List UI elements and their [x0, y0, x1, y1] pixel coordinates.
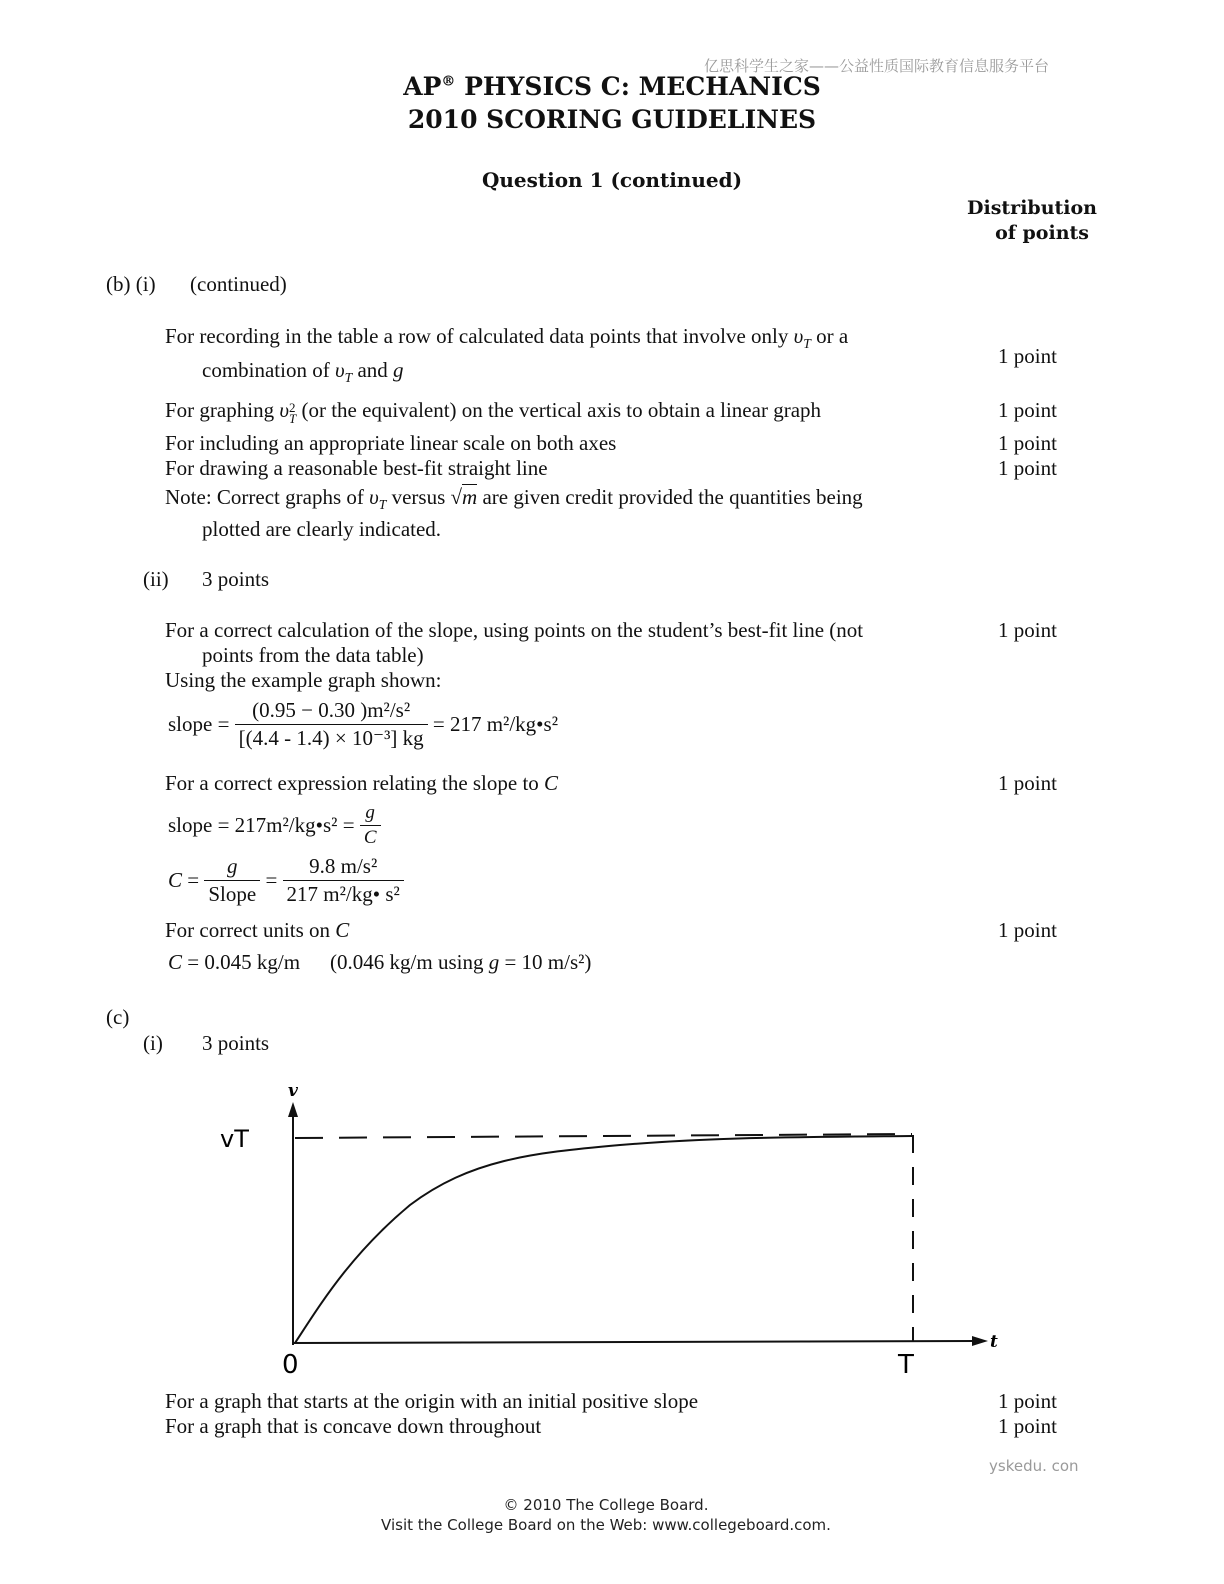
symbol-t-sub: T: [803, 336, 811, 352]
point-value: 1 point: [998, 398, 1057, 422]
distribution-heading: [960, 196, 1097, 246]
y-axis-label: v: [288, 1081, 298, 1101]
c-alt-value: = 10 m/s²): [499, 950, 592, 974]
criterion-text: For recording in the table a row of calculated data points that involve only: [165, 324, 794, 348]
symbol-g: g: [488, 950, 500, 974]
criterion-units: [165, 918, 349, 943]
g-over-c-fraction: [360, 802, 381, 849]
symbol-c: C: [335, 918, 350, 942]
point-value: 1 point: [998, 1414, 1057, 1438]
criterion-graphing: For graphing υ 2 T (or the equivalent) on the vertical axis to obtain a linear graph: [165, 398, 822, 426]
question-heading: Question 1 (continued): [481, 168, 743, 192]
part-b-ii-label: (ii): [143, 567, 169, 591]
note-part: are given credit provided the quantities being: [477, 485, 863, 509]
criterion-table-row: [165, 324, 848, 352]
slope-value: slope = 217m²/kg•s² =: [168, 813, 360, 837]
part-b-label: (b) (i): [106, 272, 156, 296]
fraction-slope: Slope: [208, 882, 257, 906]
velocity-time-graph: [200, 1075, 1000, 1385]
symbol-c: C: [544, 771, 559, 795]
criterion-text: For a correct expression relating the slope to: [165, 771, 545, 795]
document-title: [0, 72, 1224, 101]
example-graph-note: Using the example graph shown:: [165, 668, 442, 692]
velocity-curve: [295, 1136, 912, 1343]
note-part: versus: [386, 485, 451, 509]
g-over-slope-fraction: [204, 854, 260, 907]
fraction-g: g: [204, 854, 260, 881]
fraction-g: g: [360, 802, 381, 826]
footer-copyright: © 2010 The College Board.: [503, 1496, 709, 1514]
c-alt-value: (0.046 kg/m using: [330, 950, 489, 974]
criterion-text: or a: [810, 324, 849, 348]
symbol-v: υ: [369, 485, 379, 509]
criterion-scale: For including an appropriate linear scale on both axes: [165, 431, 617, 455]
c-value-fraction: [283, 854, 404, 907]
t-end-label: T: [898, 1350, 914, 1380]
criterion-slope-expression: [165, 771, 558, 796]
slope-g-over-c-equation: [168, 802, 381, 849]
part-b-continued: (continued): [190, 272, 287, 296]
part-b-ii-points: 3 points: [202, 567, 270, 591]
registered-mark: ®: [441, 73, 456, 90]
point-value: 1 point: [998, 456, 1057, 480]
point-value: 1 point: [998, 1389, 1057, 1413]
point-value: 1 point: [998, 344, 1057, 368]
symbol-g: g: [393, 358, 404, 382]
slope-numerator: (0.95 − 0.30 )m²/s²: [235, 698, 428, 725]
distribution-line1: Distribution: [967, 197, 1097, 219]
slope-result: = 217 m²/kg•s²: [432, 712, 559, 736]
part-c-i-points: 3 points: [202, 1031, 270, 1055]
distribution-line2: of points: [995, 222, 1089, 244]
slope-equation: slope = $\frac{\text{(0.95 − 0.30 )m²/s²}}{\text{[(4.4 - 1.4) × 10⁻³] kg}}$ = 217 m²/kg•s²: [168, 698, 559, 750]
criterion-origin-slope: For a graph that starts at the origin with an initial positive slope: [165, 1389, 699, 1413]
point-value: 1 point: [998, 618, 1057, 642]
watermark-text: 亿思科学生之家——公益性质国际教育信息服务平台: [704, 57, 1050, 75]
symbol-c: C: [168, 950, 183, 974]
watermark-bottom: yskedu. con: [989, 1457, 1079, 1475]
x-axis-arrow: [972, 1336, 988, 1346]
x-axis-label: t: [990, 1332, 998, 1352]
c-value: = 0.045 kg/m: [182, 950, 301, 974]
criterion-text: combination of: [202, 358, 335, 382]
symbol-m: m: [462, 485, 478, 509]
criterion-slope-calc-line2: points from the data table): [202, 643, 424, 667]
origin-label: 0: [282, 1350, 299, 1380]
criterion-text: and: [352, 358, 394, 382]
slope-fraction: [235, 698, 428, 751]
part-c-i-label: (i): [143, 1031, 163, 1055]
title-subject: PHYSICS C: MECHANICS: [455, 72, 821, 101]
symbol-t-sub: T: [378, 497, 387, 513]
criterion-text: For graphing: [165, 398, 280, 422]
symbol-c: C: [168, 868, 183, 892]
title-ap: AP: [403, 72, 442, 101]
symbol-t-sub: T: [288, 411, 297, 426]
symbol-v: υ: [793, 324, 804, 348]
c-equation: C = $\frac{g}{\text{Slope}}$ = $\frac{\text{9.8 m/s²}}{\text{217 m²/kg• s²}}$: [168, 854, 404, 907]
sqrt-symbol: √: [450, 485, 463, 509]
slope-denominator: [(4.4 - 1.4) × 10⁻³] kg: [238, 726, 424, 750]
criterion-table-row-line2: [202, 358, 404, 386]
footer-website: Visit the College Board on the Web: www.collegeboard.com.: [381, 1516, 831, 1534]
c-result: [168, 950, 591, 975]
criterion-slope-calc: For a correct calculation of the slope, using points on the student’s best-fit line (not: [165, 618, 864, 642]
fraction-c: C: [363, 827, 377, 848]
asymptote-label: vT: [220, 1125, 249, 1153]
criterion-best-fit: For drawing a reasonable best-fit straight line: [165, 456, 548, 480]
note-text: [165, 485, 863, 513]
symbol-v: υ: [279, 398, 289, 422]
note-part: Note: Correct graphs of: [165, 485, 370, 509]
x-axis: [293, 1341, 975, 1343]
slope-word: slope: [168, 712, 213, 736]
point-value: 1 point: [998, 918, 1057, 942]
criterion-text: (or the equivalent) on the vertical axis to obtain a linear graph: [296, 398, 822, 422]
c-denominator: 217 m²/kg• s²: [286, 882, 400, 906]
symbol-v: υ: [334, 358, 345, 382]
note-text-line2: plotted are clearly indicated.: [202, 517, 442, 541]
part-c-label: (c): [106, 1005, 130, 1029]
symbol-t-sub: T: [344, 370, 353, 386]
point-value: 1 point: [998, 431, 1057, 455]
c-numerator: 9.8 m/s²: [283, 854, 404, 881]
document-subtitle: 2010 SCORING GUIDELINES: [407, 105, 817, 134]
point-value: 1 point: [998, 771, 1057, 795]
criterion-concave-down: For a graph that is concave down throughout: [165, 1414, 542, 1438]
y-axis-arrow: [288, 1102, 298, 1117]
criterion-text: For correct units on: [165, 918, 336, 942]
